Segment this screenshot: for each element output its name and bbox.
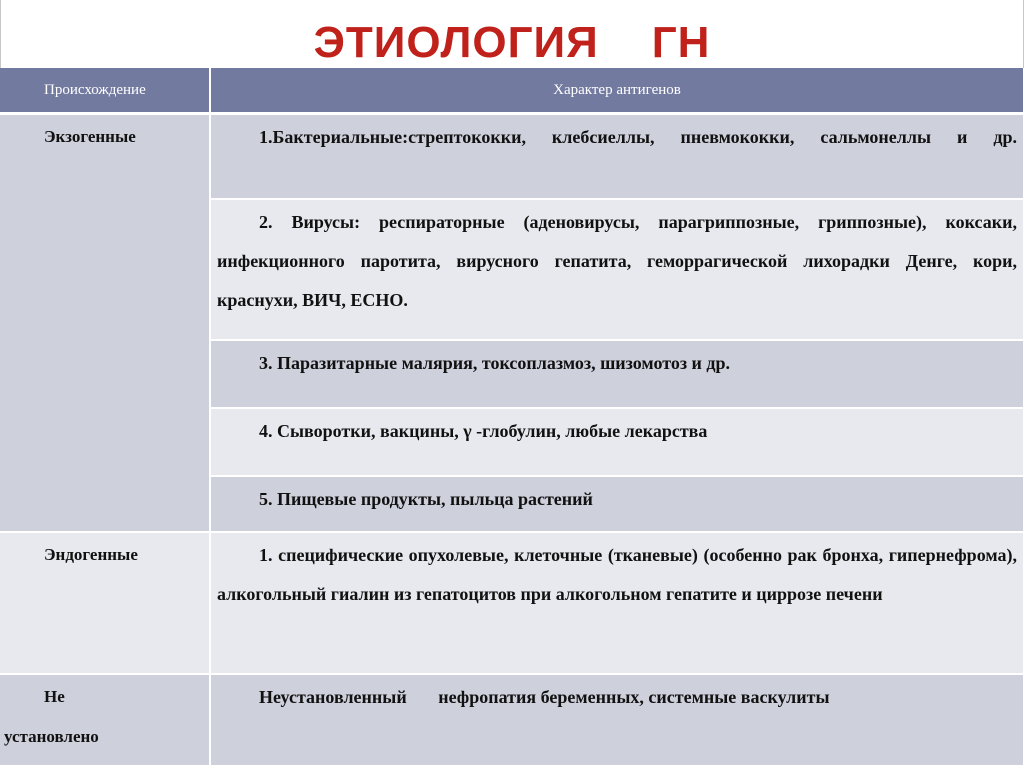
etiology-table xyxy=(0,68,1024,767)
exogenous-item-1: 1.Бактериальные:стрептококки, клебсиеллы, пневмококки, сальмонеллы и др. xyxy=(210,114,1024,199)
origin-unknown: Не установлено xyxy=(0,674,210,766)
exogenous-item-4: 4. Сыворотки, вакцины, γ -глобулин, любые лекарства xyxy=(210,408,1024,476)
table-row xyxy=(0,114,1024,199)
origin-endogenous: Эндогенные xyxy=(0,532,210,674)
header-origin: Происхождение xyxy=(0,68,210,114)
exogenous-item-2: 2. Вирусы: респираторные (аденовирусы, парагриппозные, гриппозные), коксаки, инфекционного паротита, вирусного гепатита, геморрагической лихорадки Денге, кори, краснухи, ВИЧ, ЕСНО. xyxy=(210,199,1024,340)
table-row xyxy=(0,674,1024,766)
slide-title: ЭТИОЛОГИЯ ГН xyxy=(313,18,711,67)
endogenous-item: 1. специфические опухолевые, клеточные (тканевые) (особенно рак бронха, гипернефрома), алкогольный гиалин из гепатоцитов при алкогольном гепатите и циррозе печени xyxy=(210,532,1024,674)
exogenous-item-5: 5. Пищевые продукты, пыльца растений xyxy=(210,476,1024,532)
table-row xyxy=(0,532,1024,674)
exogenous-item-3: 3. Паразитарные малярия, токсоплазмоз, шизомотоз и др. xyxy=(210,340,1024,408)
table-header-row xyxy=(0,68,1024,114)
header-antigen-character: Характер антигенов xyxy=(210,68,1024,114)
unknown-item: Неустановленный нефропатия беременных, системные васкулиты xyxy=(210,674,1024,766)
origin-exogenous: Экзогенные xyxy=(0,114,210,532)
